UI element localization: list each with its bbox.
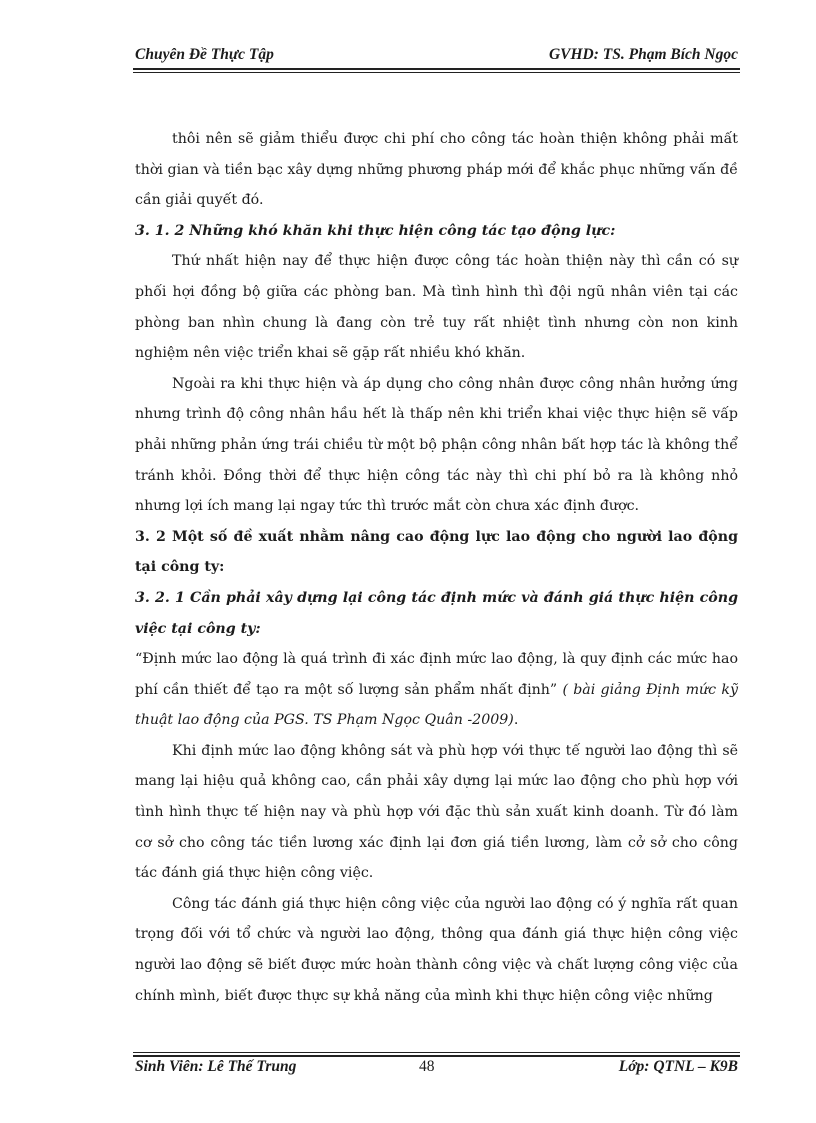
header-rule-thick [133,68,740,70]
definition-end: . [513,712,519,729]
footer-class: Lớp: QTNL – K9B [618,1058,738,1075]
paragraph-difficulties-2: Ngoài ra khi thực hiện và áp dụng cho công nhân được công nhân hưởng ứng nhưng trình độ công nhân hầu hết là thấp nên khi triển khai việc thực hiện sẽ vấp phải những phản ứng trái chiều từ một bộ phận công nhân bất hợp tác là không thể tránh khỏi. Đồng thời để thực hiện công tác này thì chi phí bỏ ra là không nhỏ nhưng lợi ích mang lại ngay tức thì trước mắt còn chưa xác định được. [135,375,738,515]
paragraph-difficulties-1: Thứ nhất hiện nay để thực hiện được công tác hoàn thiện này thì cần có sự phối hợi đồng bộ giữa các phòng ban. Mà tình hình thì đội ngũ nhân viên tại các phòng ban nhìn chung là đang còn trẻ tuy rất nhiệt tình nhưng còn non kinh nghiệm nên việc triển khai sẽ gặp rất nhiều khó khăn. [135,253,738,362]
footer-rule-thick [133,1055,740,1057]
section-heading-3-1-2: 3. 1. 2 Những khó khăn khi thực hiện công tác tạo động lực: [135,222,616,239]
definition-citation: ( bài giảng Định mức kỹ thuật lao động của PGS. TS Phạm Ngọc Quân -2009) [135,681,738,729]
page-header [133,44,740,68]
paragraph-definition [135,644,738,736]
page-footer [133,1058,740,1082]
footer-rule-thin [133,1052,740,1053]
paragraph-norms: Khi định mức lao động không sát và phù hợp với thực tế người lao động thì sẽ mang lại hiệu quả không cao, cần phải xây dựng lại mức lao động cho phù hợp với tình hình thực tế hiện nay và phù hợp với đặc thù sản xuất kinh doanh. Từ đó làm cơ sở cho công tác tiền lương xác định lại đơn giá tiền lương, làm cở sở cho công tác đánh giá thực hiện công việc. [135,742,738,882]
paragraph-evaluation: Công tác đánh giá thực hiện công việc của người lao động có ý nghĩa rất quan trọng đối với tổ chức và người lao động, thông qua đánh giá thực hiện công việc người lao động sẽ biết được mức hoàn thành công việc và chất lượng công việc của chính mình, biết được thực sự khả năng của mình khi thực hiện công việc những [135,895,738,1004]
document-body [135,124,738,1011]
footer-student: Sinh Viên: Lê Thế Trung [135,1058,297,1075]
page-number: 48 [419,1058,435,1075]
header-course-title: Chuyên Đề Thực Tập [135,46,274,63]
header-supervisor: GVHD: TS. Phạm Bích Ngọc [548,46,738,63]
header-rule-thin [133,72,740,73]
definition-quote: “Định mức lao động là quá trình đi xác định mức lao động, là quy định các mức hao phí cần thiết để tạo ra một số lượng sản phẩm nhất định” [135,651,738,698]
section-heading-3-2-1: 3. 2. 1 Cần phải xây dựng lại công tác định mức và đánh giá thực hiện công việc tại công ty: [135,589,738,637]
section-heading-3-2: 3. 2 Một số đề xuất nhằm nâng cao động lực lao động cho người lao động tại công ty: [135,528,738,576]
paragraph-continuation: thôi nên sẽ giảm thiểu được chi phí cho công tác hoàn thiện không phải mất thời gian và tiền bạc xây dựng những phương pháp mới để khắc phục những vấn đề cần giải quyết đó. [135,131,738,209]
